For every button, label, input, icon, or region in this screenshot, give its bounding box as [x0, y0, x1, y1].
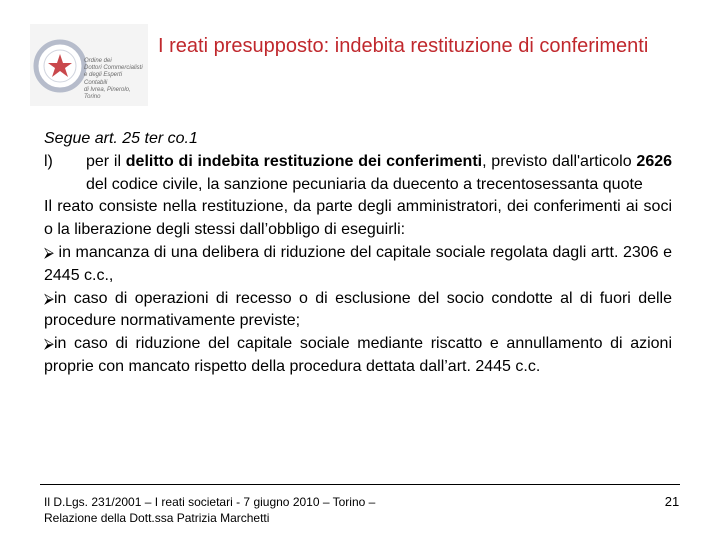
arrow-bullet-icon: ⮚ [44, 290, 54, 307]
intro-line: Segue art. 25 ter co.1 [44, 130, 198, 147]
list-item-l [44, 151, 672, 197]
arrow-bullet-icon: ⮚ [44, 336, 54, 353]
reato-paragraph: Il reato consiste nella restituzione, da parte degli amministratori, dei conferimenti ai soci o la liberazione degli stessi dall’obbligo di eseguirli: [44, 198, 672, 239]
item-label: l) [44, 152, 53, 170]
page-title: I reati presupposto: indebita restituzione di conferimenti [158, 35, 649, 57]
order-logo-text: Ordine dei Dottori Commercialisti e degli Esperti Contabili di Ivrea, Pinerolo, Torino [84, 58, 143, 101]
page-number: 21 [664, 494, 680, 509]
footer-line-1: Il D.Lgs. 231/2001 – I reati societari - 7 giugno 2010 – Torino – [44, 495, 376, 509]
bullet-item: ⮚in caso di riduzione del capitale sociale mediante riscatto e annullamento di azioni proprie con mancato rispetto della procedura dettata dall’art. 2445 c.c. [44, 335, 672, 375]
arrow-bullet-icon: ⮚ [44, 244, 54, 261]
footer-text [44, 494, 514, 526]
item-text: per il delitto di indebita restituzione dei conferimenti, previsto dall'articolo 2626 del codice civile, la sanzione pecuniaria da duecento a trecentosessanta quote [86, 152, 673, 193]
bullet-item: ⮚in caso di operazioni di recesso o di esclusione del socio condotte al di fuori delle procedure normativamente previste; [44, 289, 672, 330]
footer-line-2: Relazione della Dott.ssa Patrizia Marchetti [44, 511, 270, 525]
order-logo [30, 24, 148, 106]
bullet-item: ⮚ in mancanza di una delibera di riduzione del capitale sociale regolata dagli artt. 2306 e 2445 c.c., [44, 243, 672, 284]
footer-divider [40, 484, 680, 485]
slide-body [44, 128, 672, 379]
